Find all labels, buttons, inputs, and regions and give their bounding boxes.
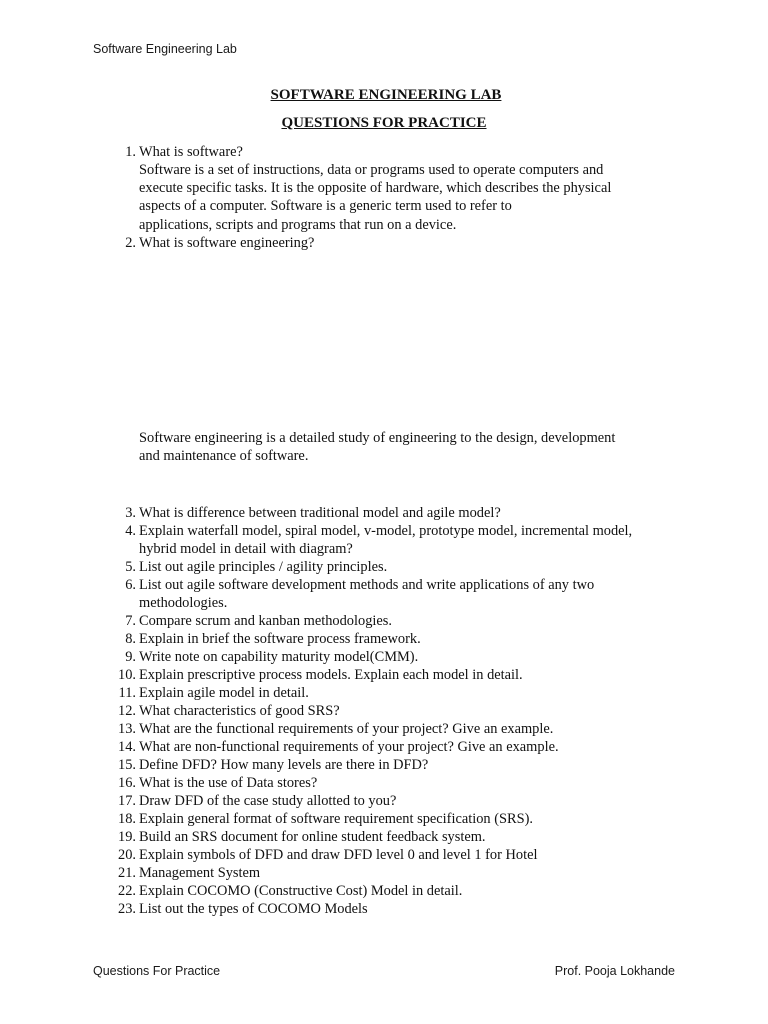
question-text: What are non-functional requirements of your project? Give an example. xyxy=(139,739,559,755)
question-text: What is the use of Data stores? xyxy=(139,775,318,791)
answer-software: Software is a set of instructions, data or programs used to operate computers and execute specific tasks. It is the opposite of hardware, which describes the physical aspects of a computer. Software is a generic term used to refer to applications, scripts and programs that run on a device. xyxy=(139,162,612,233)
question-number: 13. xyxy=(118,721,136,737)
question-text: List out agile software development methods and write applications of any two methodologies. xyxy=(139,577,595,612)
question-number: 6. xyxy=(125,577,136,593)
question-number: 7. xyxy=(125,613,136,629)
question-number: 22. xyxy=(118,883,136,899)
question-number: 18. xyxy=(118,811,136,827)
question-number: 11. xyxy=(118,685,136,701)
question-number: 23. xyxy=(118,901,136,917)
question-text: Explain COCOMO (Constructive Cost) Model in detail. xyxy=(139,883,463,899)
question-number: 17. xyxy=(118,793,136,809)
question-number: 2. xyxy=(125,235,136,251)
question-text: What is software engineering? xyxy=(139,235,315,251)
question-number: 15. xyxy=(118,757,136,773)
question-text: Draw DFD of the case study allotted to you? xyxy=(139,793,397,809)
question-text: What characteristics of good SRS? xyxy=(139,703,340,719)
question-number: 4. xyxy=(125,523,136,539)
answer-software-engineering: Software engineering is a detailed study of engineering to the design, development and maintenance of software. xyxy=(139,430,616,465)
question-number: 12. xyxy=(118,703,136,719)
question-text: Explain agile model in detail. xyxy=(139,685,309,701)
question-text: Explain in brief the software process framework. xyxy=(139,631,421,647)
question-number: 9. xyxy=(125,649,136,665)
question-number: 3. xyxy=(125,505,136,521)
question-text: Write note on capability maturity model(CMM). xyxy=(139,649,419,665)
question-number: 14. xyxy=(118,739,136,755)
question-text: Define DFD? How many levels are there in DFD? xyxy=(139,757,429,773)
question-text: Build an SRS document for online student feedback system. xyxy=(139,829,486,845)
question-number: 10. xyxy=(118,667,136,683)
question-number: 19. xyxy=(118,829,136,845)
question-number: 5. xyxy=(125,559,136,575)
question-text: Explain prescriptive process models. Explain each model in detail. xyxy=(139,667,523,683)
question-text: Explain general format of software requirement specification (SRS). xyxy=(139,811,534,827)
question-text: Management System xyxy=(139,865,261,881)
question-number: 20. xyxy=(118,847,136,863)
question-number: 8. xyxy=(125,631,136,647)
footer-left: Questions For Practice xyxy=(93,964,221,978)
question-number: 21. xyxy=(118,865,136,881)
question-text: Explain symbols of DFD and draw DFD level 0 and level 1 for Hotel xyxy=(139,847,538,863)
question-text: Explain waterfall model, spiral model, v-model, prototype model, incremental model, hybrid model in detail with diagram? xyxy=(139,523,633,558)
question-text: What is difference between traditional model and agile model? xyxy=(139,505,501,521)
question-number: 1. xyxy=(125,144,136,160)
question-text: List out the types of COCOMO Models xyxy=(139,901,368,917)
question-text: Compare scrum and kanban methodologies. xyxy=(139,613,392,629)
page-header: Software Engineering Lab xyxy=(93,42,237,56)
question-text: List out agile principles / agility principles. xyxy=(139,559,388,575)
question-text: What is software? xyxy=(139,144,243,160)
question-text: What are the functional requirements of your project? Give an example. xyxy=(139,721,554,737)
document-subtitle: QUESTIONS FOR PRACTICE xyxy=(281,115,487,131)
footer-right: Prof. Pooja Lokhande xyxy=(554,964,675,978)
question-number: 16. xyxy=(118,775,136,791)
document-title: SOFTWARE ENGINEERING LAB xyxy=(270,87,502,103)
